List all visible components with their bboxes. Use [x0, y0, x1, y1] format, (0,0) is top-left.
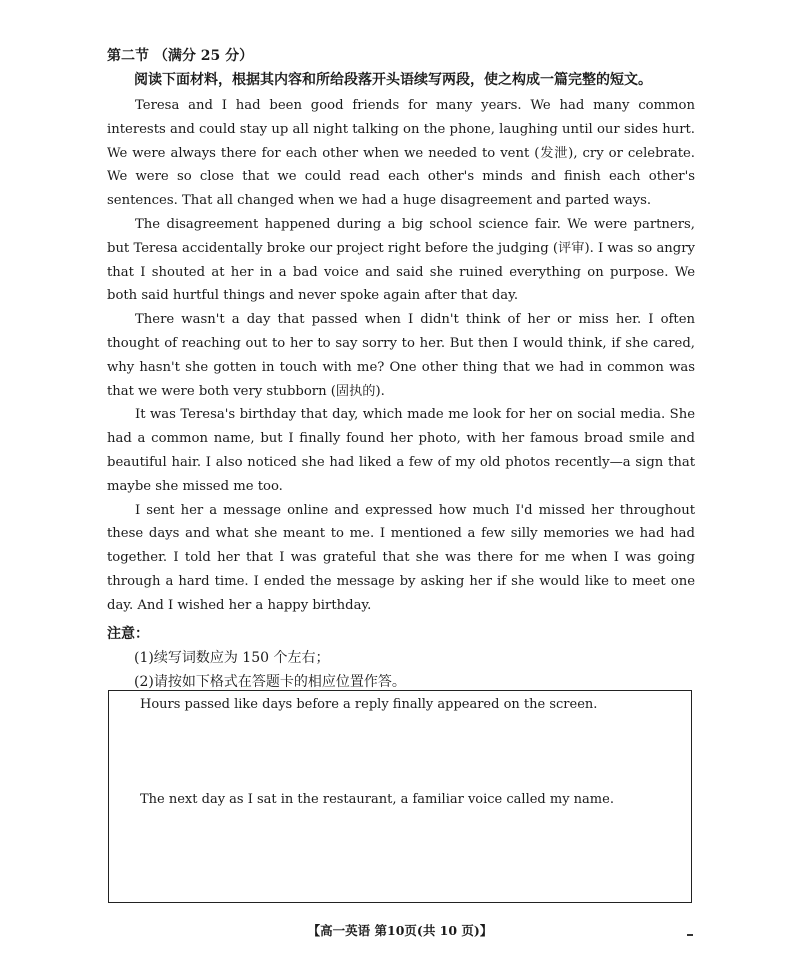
corner-mark: [687, 934, 693, 936]
passage-paragraph: There wasn't a day that passed when I didn't think of her or miss her. I often thought of reaching out to her to say sorry to her. But then I would think, if she cared, why hasn't she gotten in touch with me? One other thing that we had in common was that we were both very stubborn (固执的).: [107, 312, 695, 399]
passage-paragraph: It was Teresa's birthday that day, which made me look for her on social media. She had a common name, but I finally found her photo, with her famous broad smile and beautiful hair. I also noticed she had liked a few of my old photos recently—a sign that maybe she missed me too.: [107, 407, 695, 494]
note-item: (1)续写词数应为 150 个左右；: [134, 650, 330, 666]
paragraph-opening-1: Hours passed like days before a reply finally appeared on the screen.: [140, 697, 598, 712]
paragraph-opening-2: The next day as I sat in the restaurant, a familiar voice called my name.: [140, 792, 614, 807]
passage-paragraph: I sent her a message online and expressed how much I'd missed her throughout these days and what she meant to me. I mentioned a few silly memories we had had together. I told her that I was grateful that she was there for me when I was going through a hard time. I ended the message by asking her if she would like to meet one day. And I wished her a happy birthday.: [107, 502, 695, 613]
answer-box: [108, 690, 692, 903]
notes-section: [107, 622, 406, 694]
reading-passage: [107, 94, 695, 618]
page-footer: 【高一英语 第10页(共 10 页)】: [307, 923, 493, 938]
section-title: 第二节 （满分 25 分）: [107, 48, 254, 64]
passage-paragraph: Teresa and I had been good friends for many years. We had many common interests and could stay up all night talking on the phone, laughing until our sides hurt. We were always there for each other when we needed to vent (发泄), cry or celebrate. We were so close that we could read each other's minds and finish each other's sentences. That all changed when we had a huge disagreement and parted ways.: [107, 98, 695, 209]
passage-paragraph: The disagreement happened during a big school science fair. We were partners, but Teresa accidentally broke our project right before the judging (评审). I was so angry that I shouted at her in a bad voice and said she ruined everything on purpose. We both said hurtful things and never spoke again after that day.: [107, 216, 695, 304]
notes-label: 注意：: [107, 626, 149, 642]
note-item: (2)请按如下格式在答题卡的相应位置作答。: [134, 674, 406, 690]
task-instruction: 阅读下面材料，根据其内容和所给段落开头语续写两段，使之构成一篇完整的短文。: [134, 72, 652, 88]
